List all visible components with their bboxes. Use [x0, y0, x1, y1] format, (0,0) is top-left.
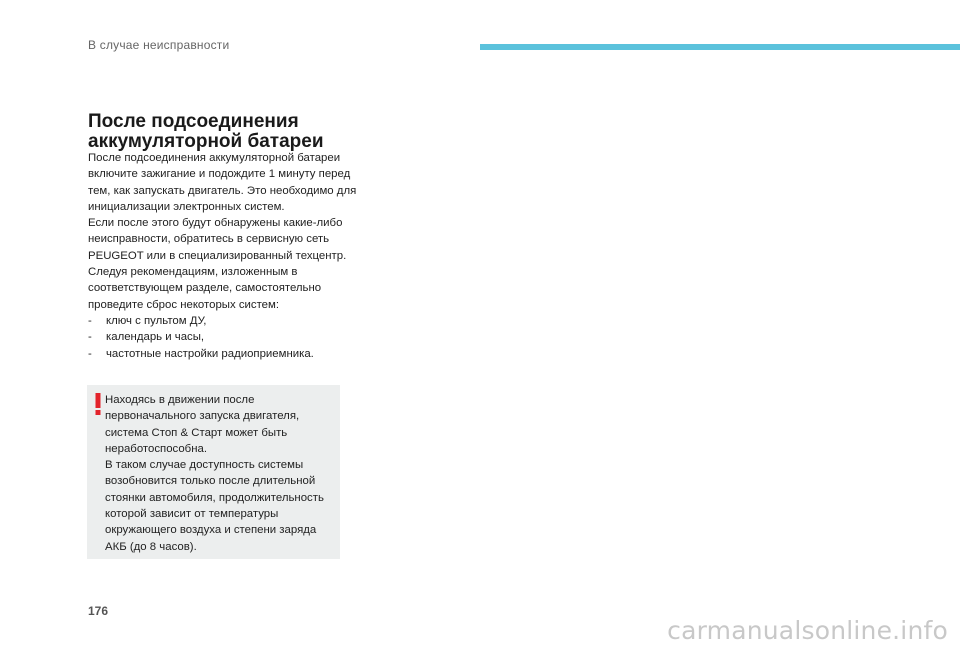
- reset-systems-list: [88, 313, 358, 362]
- list-item-text: частотные настройки радиоприемника.: [106, 347, 314, 360]
- bullet-marker: -: [88, 331, 92, 344]
- list-item-text: календарь и часы,: [106, 331, 205, 344]
- warning-paragraph: В таком случае доступность системы возобновится только после длительной стоянки автомобиля, продолжительность которой зависит от температуры окружающего воздуха и степени заряда АКБ (до 8 часов).: [105, 459, 324, 553]
- chapter-title: В случае неисправности: [88, 38, 230, 52]
- paragraph-reset: Следуя рекомендациям, изложенным в соответствующем разделе, самостоятельно проведите сброс некоторых систем:: [88, 266, 322, 311]
- list-item-text: ключ с пультом ДУ,: [106, 314, 207, 327]
- warning-box: [87, 385, 340, 559]
- bullet-marker: -: [88, 347, 92, 360]
- section-body: [88, 150, 358, 362]
- chapter-accent-bar: [480, 44, 960, 50]
- paragraph-service: Если после этого будут обнаружены какие-либо неисправности, обратитесь в сервисную сеть PEUGEOT или в специализированный техцентр.: [88, 217, 347, 262]
- watermark: carmanualsonline.info: [667, 616, 948, 645]
- list-item: [88, 329, 358, 345]
- exclamation-icon: [94, 393, 102, 415]
- section-title: После подсоединения аккумуляторной батареи: [88, 111, 324, 152]
- bullet-marker: -: [88, 314, 92, 327]
- list-item: [88, 313, 358, 329]
- list-item: [88, 346, 358, 362]
- paragraph-power-on: После подсоединения аккумуляторной батареи включите зажигание и подождите 1 минуту перед тем, как запускать двигатель. Это необходимо для инициализации электронных систем.: [88, 152, 357, 213]
- page-number: 176: [88, 604, 109, 618]
- warning-paragraph: Находясь в движении после первоначального запуска двигателя, система Стоп & Старт может быть неработоспособна.: [105, 394, 300, 455]
- warning-text: [105, 392, 337, 555]
